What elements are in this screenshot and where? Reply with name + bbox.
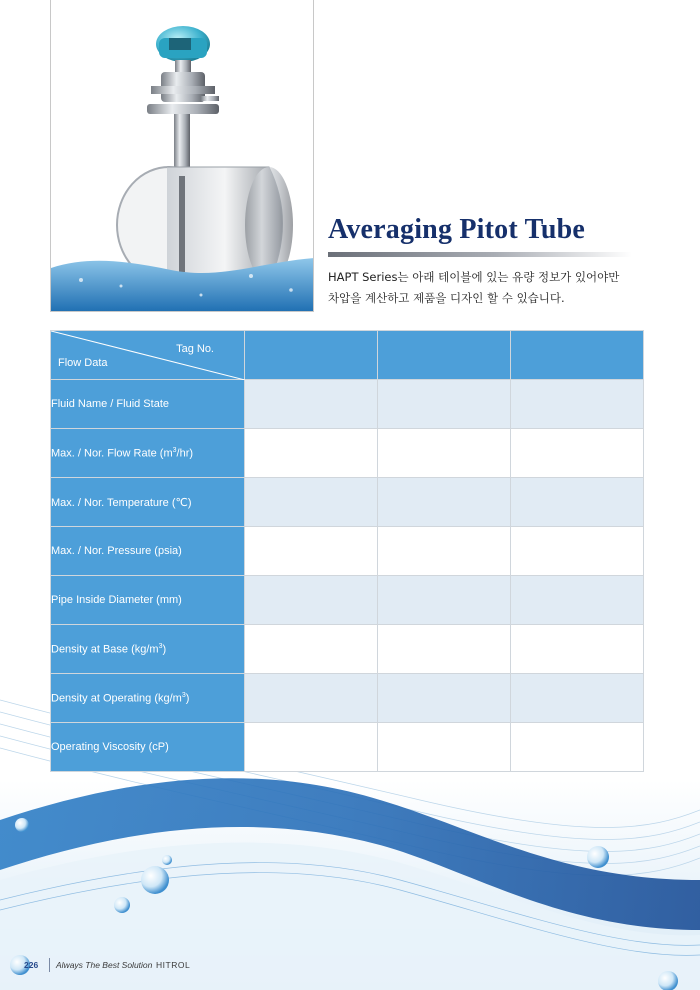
title-underline xyxy=(328,252,632,257)
table-row xyxy=(51,674,644,723)
product-photo xyxy=(50,0,314,312)
table-cell[interactable] xyxy=(511,478,644,527)
row-label-text: Max. / Nor. Flow Rate (m xyxy=(51,447,173,460)
table-cell[interactable] xyxy=(245,380,378,429)
footer-brand: HITROL xyxy=(156,960,191,970)
table-cell[interactable] xyxy=(378,674,511,723)
page-footer xyxy=(0,950,320,978)
table-cell[interactable] xyxy=(511,674,644,723)
table-cell[interactable] xyxy=(245,576,378,625)
row-label: Fluid Name / Fluid State xyxy=(51,380,245,429)
row-label-suffix: ) xyxy=(162,643,167,656)
row-label xyxy=(51,625,245,674)
table-cell[interactable] xyxy=(245,478,378,527)
tag-column-header[interactable] xyxy=(511,331,644,380)
superscript: 3 xyxy=(181,691,186,699)
table-cell[interactable] xyxy=(378,429,511,478)
row-label: Max. / Nor. Temperature (℃) xyxy=(51,478,245,527)
description xyxy=(328,267,658,309)
footer-divider xyxy=(49,958,50,972)
table-row xyxy=(51,380,644,429)
row-label-suffix: ) xyxy=(185,692,190,705)
row-label xyxy=(51,674,245,723)
table-row xyxy=(51,478,644,527)
superscript: 3 xyxy=(172,446,177,454)
superscript: 3 xyxy=(158,642,163,650)
table-cell[interactable] xyxy=(511,625,644,674)
row-label-text: Density at Operating (kg/m xyxy=(51,692,182,705)
tag-column-header[interactable] xyxy=(378,331,511,380)
table-cell[interactable] xyxy=(378,380,511,429)
flow-data-table xyxy=(50,330,644,772)
pitot-tube-illustration xyxy=(51,0,314,312)
row-label: Max. / Nor. Pressure (psia) xyxy=(51,527,245,576)
table-cell[interactable] xyxy=(245,527,378,576)
table-row xyxy=(51,576,644,625)
page-number: 226 xyxy=(24,960,39,970)
table-cell[interactable] xyxy=(378,576,511,625)
page-title: Averaging Pitot Tube xyxy=(328,214,586,245)
footer-slogan: Always The Best Solution xyxy=(56,960,153,970)
table-row xyxy=(51,625,644,674)
table-header-row xyxy=(51,331,644,380)
row-label: Pipe Inside Diameter (mm) xyxy=(51,576,245,625)
row-label-suffix: /hr) xyxy=(176,447,194,460)
table-cell[interactable] xyxy=(378,527,511,576)
table-cell[interactable] xyxy=(511,429,644,478)
table-row xyxy=(51,527,644,576)
table-cell[interactable] xyxy=(245,625,378,674)
table-row xyxy=(51,429,644,478)
row-label: Operating Viscosity (cP) xyxy=(51,723,245,772)
tag-no-label: Tag No. xyxy=(176,343,214,355)
flow-data-label: Flow Data xyxy=(58,357,108,369)
diagonal-divider xyxy=(51,331,245,380)
table-cell[interactable] xyxy=(511,723,644,772)
table-cell[interactable] xyxy=(378,625,511,674)
tag-column-header[interactable] xyxy=(245,331,378,380)
table-cell[interactable] xyxy=(245,723,378,772)
table-cell[interactable] xyxy=(378,478,511,527)
row-label-text: Density at Base (kg/m xyxy=(51,643,159,656)
table-cell[interactable] xyxy=(511,380,644,429)
table-cell[interactable] xyxy=(245,429,378,478)
description-line: HAPT Series는 아래 테이블에 있는 유량 정보가 있어야만 xyxy=(328,270,620,284)
table-cell[interactable] xyxy=(511,576,644,625)
table-corner-cell xyxy=(51,331,245,380)
table-cell[interactable] xyxy=(378,723,511,772)
table-cell[interactable] xyxy=(511,527,644,576)
table-row xyxy=(51,723,644,772)
table-cell[interactable] xyxy=(245,674,378,723)
description-line: 차압을 계산하고 제품을 디자인 할 수 있습니다. xyxy=(328,291,565,305)
row-label xyxy=(51,429,245,478)
